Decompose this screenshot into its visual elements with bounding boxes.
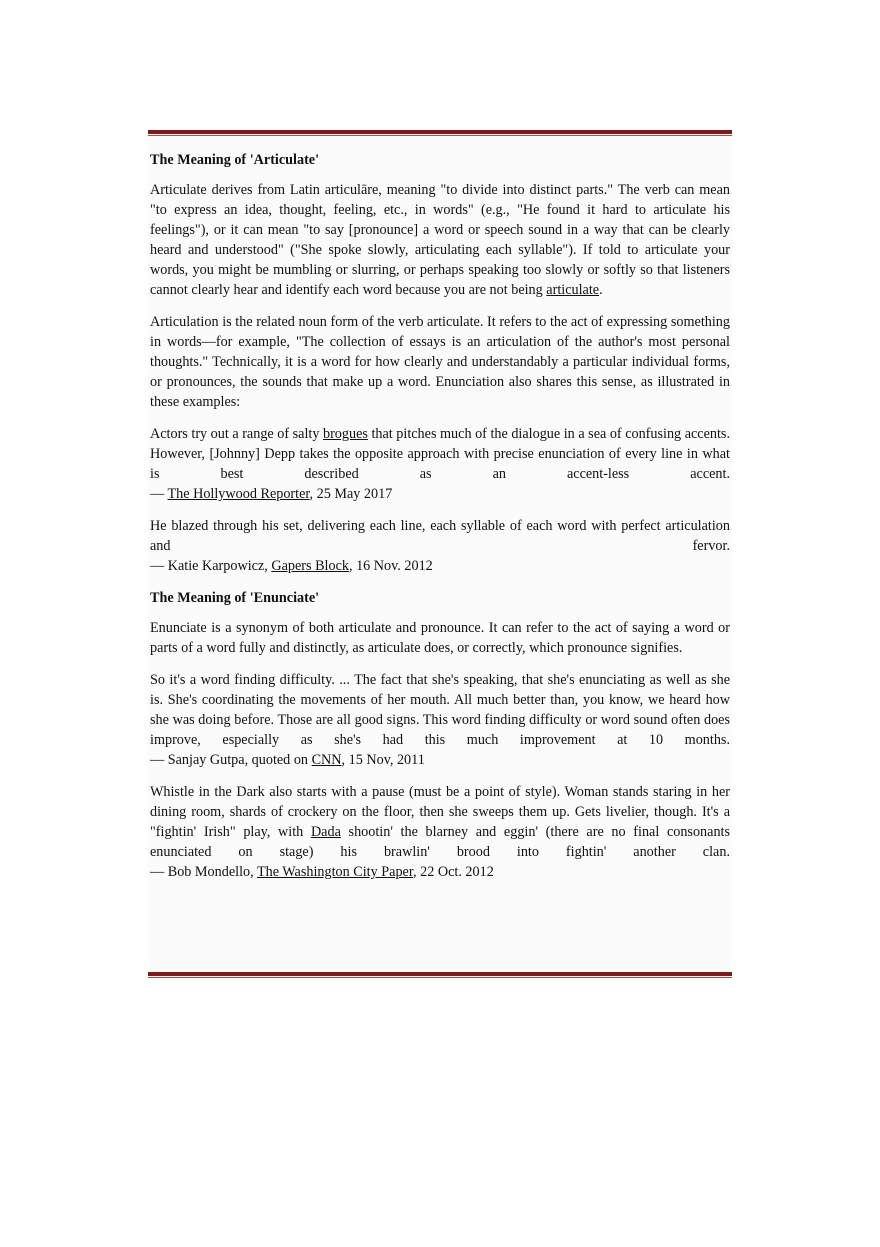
bottom-rule-thick bbox=[148, 972, 732, 976]
quote-text: He blazed through his set, delivering each line, each syllable of each word with perfect articulation and fervor. bbox=[150, 518, 730, 554]
bottom-rule bbox=[148, 972, 732, 978]
link-brogues[interactable]: brogues bbox=[322, 426, 368, 442]
quote-gapers-block bbox=[150, 516, 730, 576]
top-rule bbox=[148, 130, 732, 136]
paragraph-articulate-definition bbox=[150, 180, 730, 300]
top-rule-thin bbox=[148, 135, 732, 136]
quote-cnn bbox=[150, 670, 730, 770]
citation-author: — Bob Mondello, bbox=[150, 864, 257, 880]
link-dada[interactable]: Dada bbox=[310, 824, 341, 840]
quote-text: So it's a word finding difficulty. ... The fact that she's speaking, that she's enunciating as well as she is. She's coordinating the movements of her mouth. All much better than, you know, we heard how she was doing before. Those are all good signs. This word finding difficulty or word sound often does improve, especially as she's had this much improvement at 10 months. bbox=[150, 672, 730, 748]
paragraph-text: Articulate derives from Latin articulāre, meaning "to divide into distinct parts." The verb can mean "to express an idea, thought, feeling, etc., in words" (e.g., "He found it hard to articulate his feelings"), or it can mean "to say [pronounce] a word or speech sound in a way that can be clearly heard and understood" ("She spoke slowly, articulating each syllable"). If told to articulate your words, you might be mumbling or slurring, or perhaps speaking too slowly or softly so that listeners cannot clearly hear and identify each word because you are not being bbox=[150, 182, 730, 298]
quote-text-part: that pitches much of the dialogue in a sea of confusing accents. However, [Johnny] Depp takes the opposite approach with precise enunciation of every line in what is best described as an accent-less accent. bbox=[150, 426, 730, 482]
quote-citation bbox=[150, 862, 730, 882]
link-cnn[interactable]: CNN bbox=[311, 752, 342, 768]
bottom-rule-thin bbox=[148, 977, 732, 978]
quote-citation bbox=[150, 556, 730, 576]
top-rule-thick bbox=[148, 130, 732, 134]
link-hollywood-reporter[interactable]: The Hollywood Reporter bbox=[167, 486, 310, 502]
link-washington-city-paper[interactable]: The Washington City Paper bbox=[256, 864, 413, 880]
quote-citation bbox=[150, 484, 730, 504]
paragraph-end: . bbox=[599, 282, 603, 298]
quote-hollywood-reporter bbox=[150, 424, 730, 504]
quote-text-part: Whistle in the Dark also starts with a pause (must be a point of style). Woman stands staring in her dining room, shards of crockery on the floor, then she sweeps them up. Gets livelier, though. It's a "fightin' Irish" play, with bbox=[150, 784, 730, 840]
document-content bbox=[150, 150, 730, 894]
citation-date: , 16 Nov. 2012 bbox=[348, 558, 433, 574]
link-articulate[interactable]: articulate bbox=[546, 282, 600, 298]
citation-dash: — bbox=[150, 486, 168, 502]
quote-citation bbox=[150, 750, 730, 770]
paragraph-enunciate-definition: Enunciate is a synonym of both articulate and pronounce. It can refer to the act of saying a word or parts of a word fully and distinctly, as articulate does, or correctly, which pronounce signifies. bbox=[150, 620, 730, 656]
citation-date: , 15 Nov, 2011 bbox=[341, 752, 425, 768]
document-panel bbox=[148, 128, 732, 980]
heading-articulate: The Meaning of 'Articulate' bbox=[150, 152, 320, 168]
quote-washington-city-paper bbox=[150, 782, 730, 882]
heading-enunciate: The Meaning of 'Enunciate' bbox=[150, 590, 320, 606]
quote-text-part: Actors try out a range of salty bbox=[150, 426, 323, 442]
citation-date: , 25 May 2017 bbox=[309, 486, 393, 502]
citation-author: — Katie Karpowicz, bbox=[150, 558, 272, 574]
citation-date: , 22 Oct. 2012 bbox=[413, 864, 494, 880]
quote-text-part: shootin' the blarney and eggin' (there are no final consonants enunciated on stage) his brawlin' brood into fightin' another clan. bbox=[150, 824, 730, 860]
citation-author: — Sanjay Gutpa, quoted on bbox=[150, 752, 312, 768]
link-gapers-block[interactable]: Gapers Block bbox=[271, 558, 349, 574]
quote-text bbox=[150, 424, 730, 484]
quote-text bbox=[150, 782, 730, 862]
paragraph-articulation: Articulation is the related noun form of the verb articulate. It refers to the act of expressing something in words—for example, "The collection of essays is an articulation of the author's most personal thoughts." Technically, it is a word for how clearly and understandably a particular individual forms, or pronounces, the sounds that make up a word. Enunciation also shares this sense, as illustrated in these examples: bbox=[150, 314, 730, 410]
